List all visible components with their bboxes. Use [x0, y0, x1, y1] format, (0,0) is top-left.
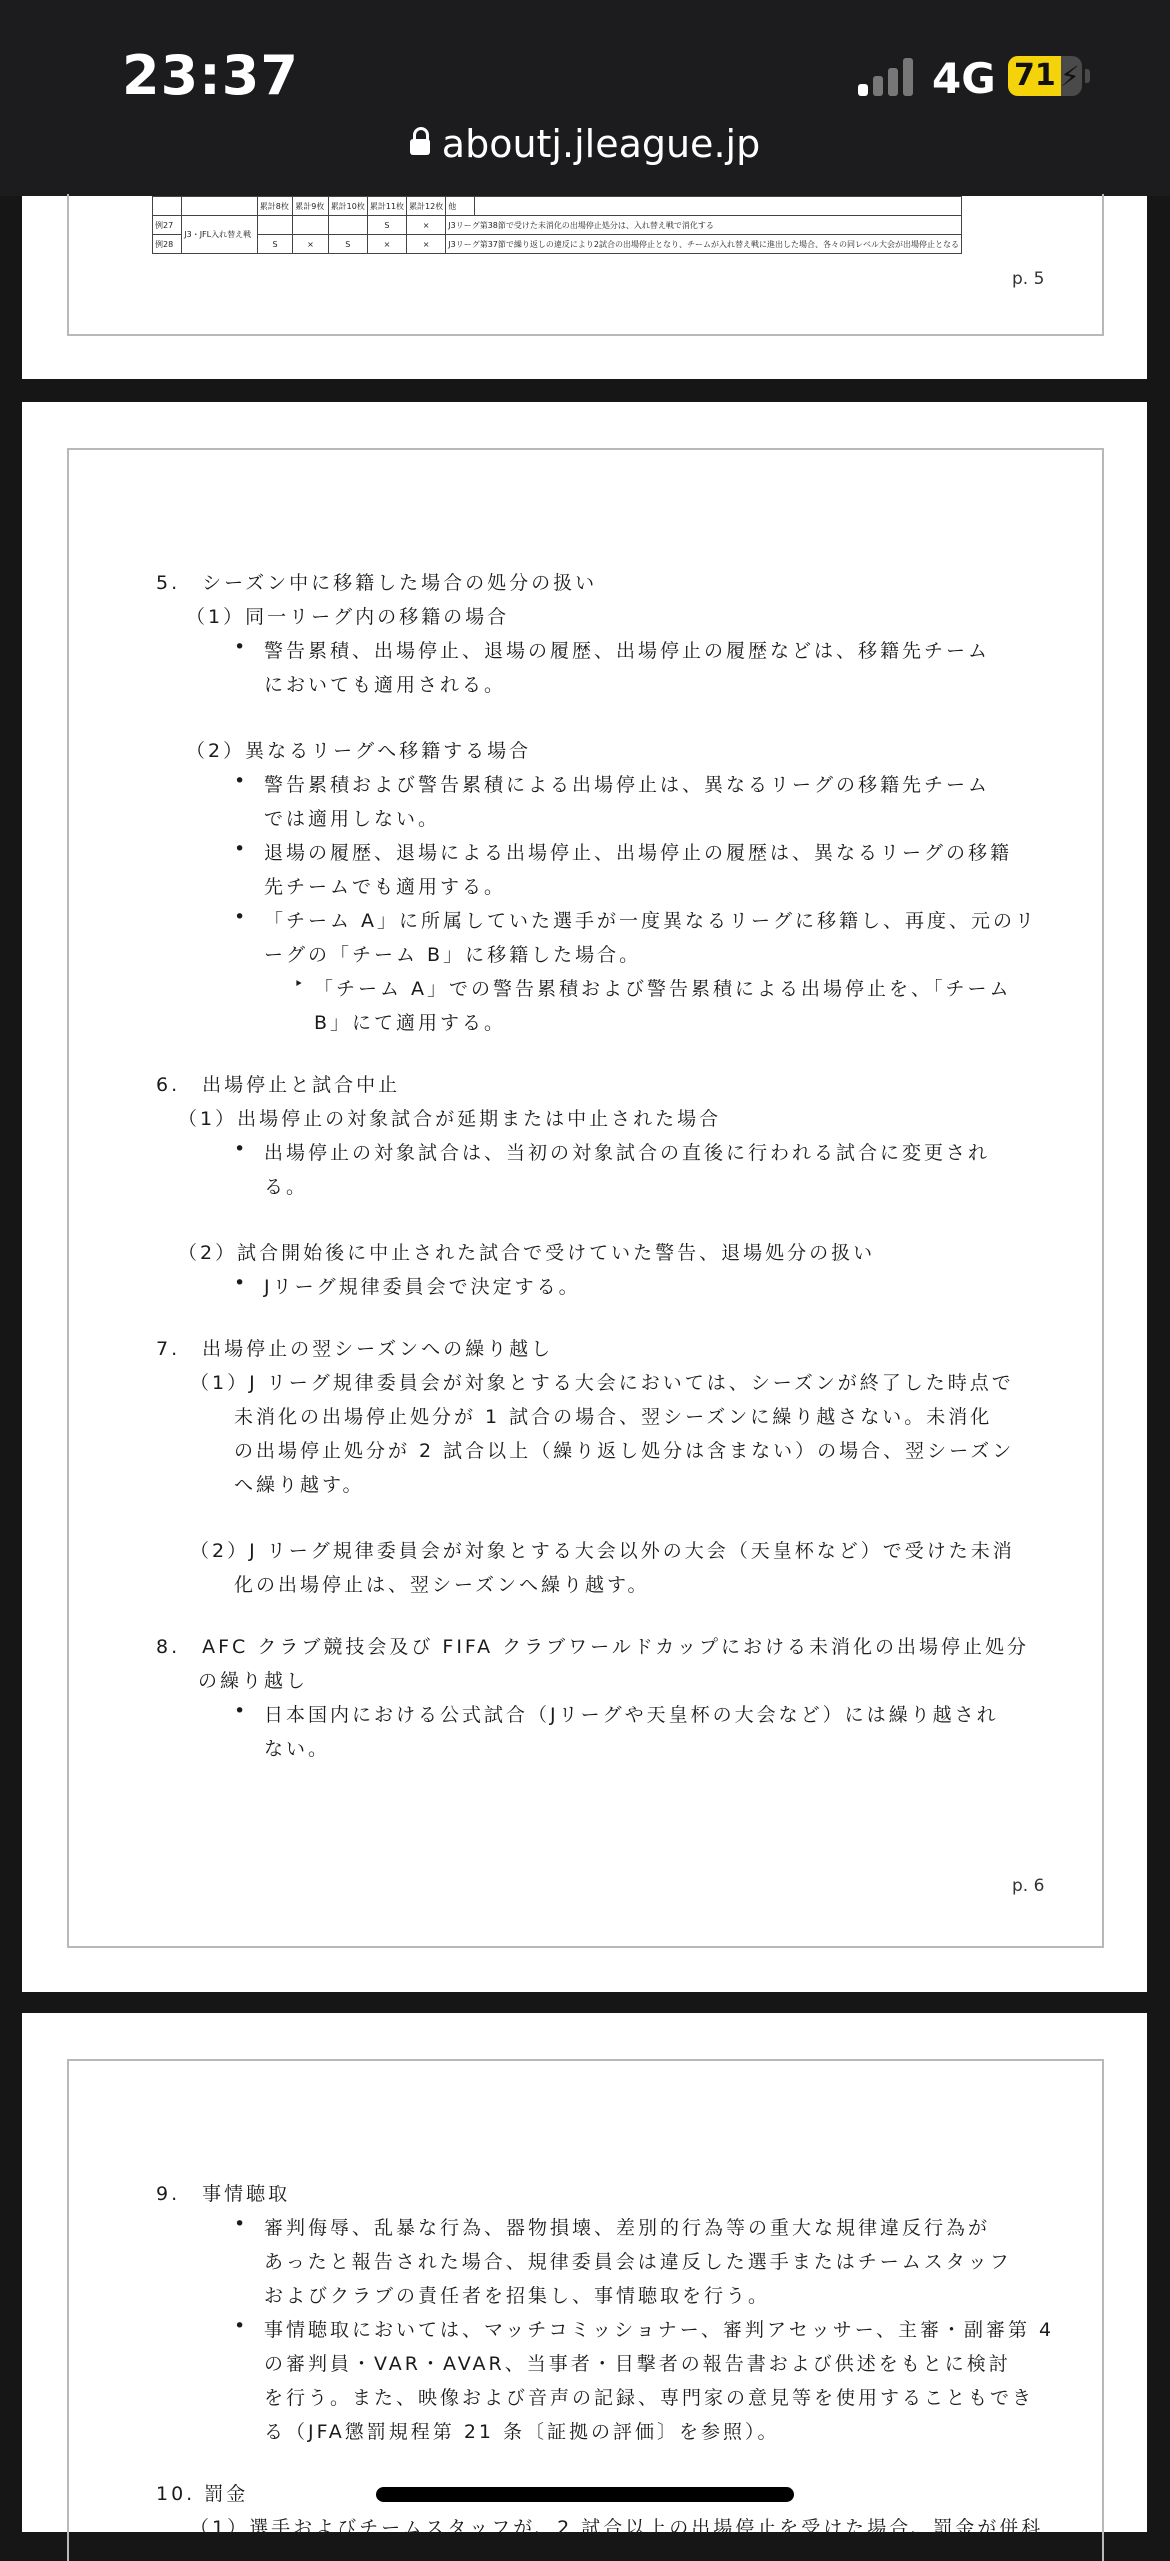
sub-bullet-item: ‣ 「チーム A」での警告累積および警告累積による出場停止を、「チーム [314, 974, 1012, 1001]
section-heading: 7. 出場停止の翌シーズンへの繰り越し [156, 1338, 554, 1360]
rules-table [152, 196, 962, 254]
bullet-item: • 事情聴取においては、マッチコミッショナー、審判アセッサー、主審・副審第 4 [264, 2315, 1054, 2342]
subsection-heading: （2）異なるリーグへ移籍する場合 [186, 740, 532, 762]
subsection-heading: （2）J リーグ規律委員会が対象とする大会以外の大会（天皇杯など）で受けた未消 [190, 1540, 1015, 1562]
home-indicator[interactable] [376, 2487, 794, 2502]
table-row: 例27 J3・JFL入れ替え戦 S × J3リーグ第38節で受けた未消化の出場停止処分は、入れ替え戦で消化する [153, 216, 962, 235]
text-line: ない。 [264, 1738, 331, 1760]
subsection-heading: （1）J リーグ規律委員会が対象とする大会においては、シーズンが終了した時点で [190, 1372, 1014, 1394]
cellular-signal-icon [858, 58, 914, 96]
text-line: 未消化の出場停止処分が 1 試合の場合、翌シーズンに繰り越さない。未消化 [234, 1406, 993, 1428]
bullet-item: • 警告累積、出場停止、退場の履歴、出場停止の履歴などは、移籍先チーム [264, 636, 990, 663]
section-heading: 9. 事情聴取 [156, 2183, 291, 2205]
text-line: 化の出場停止は、翌シーズンへ繰り越す。 [234, 1574, 650, 1596]
status-time: 23:37 [122, 44, 299, 107]
text-line: ーグの「チーム B」に移籍した場合。 [264, 944, 642, 966]
charging-bolt-icon: ⚡ [1060, 60, 1080, 93]
pdf-page-6 [22, 402, 1147, 1992]
bullet-item: • 「チーム A」に所属していた選手が一度異なるリーグに移籍し、再度、元のリ [264, 906, 1037, 933]
subsection-heading: （1）選手およびチームスタッフが、2 試合以上の出場停止を受けた場合、罰金が併科 [190, 2517, 1044, 2539]
lock-icon [410, 139, 430, 155]
text-line: 先チームでも適用する。 [264, 876, 507, 898]
text-line: の出場停止処分が 2 試合以上（繰り返し処分は含まない）の場合、翌シーズン [234, 1440, 1015, 1462]
battery-icon [1008, 56, 1092, 96]
text-line: においても適用される。 [264, 674, 507, 696]
page-number: p. 6 [1012, 1876, 1045, 1896]
section-heading: 5. シーズン中に移籍した場合の処分の扱い [156, 572, 598, 594]
battery-level: 71 [1014, 58, 1056, 93]
text-line: の繰り越し [198, 1670, 309, 1692]
bullet-item: • 出場停止の対象試合は、当初の対象試合の直後に行われる試合に変更され [264, 1138, 990, 1165]
table-row: 例28 S × S × × J3リーグ第37節で繰り返しの違反により2試合の出場停止となり、チームが入れ替え戦に進出した場合、各々の同レベル大会が出場停止となる [153, 235, 962, 254]
text-line: の審判員・VAR・AVAR、当事者・目撃者の報告書および供述をもとに検討 [264, 2353, 1011, 2375]
subsection-heading: （2）試合開始後に中止された試合で受けていた警告、退場処分の扱い [178, 1242, 876, 1264]
section-heading: 6. 出場停止と試合中止 [156, 1074, 401, 1096]
url-text: aboutj.jleague.jp [441, 122, 761, 166]
status-bar [0, 0, 1170, 196]
bullet-item: • 日本国内における公式試合（Jリーグや天皇杯の大会など）には繰り越され [264, 1700, 999, 1727]
bullet-item: • 審判侮辱、乱暴な行為、器物損壊、差別的行為等の重大な規律違反行為が [264, 2213, 990, 2240]
subsection-heading: （1）同一リーグ内の移籍の場合 [186, 606, 510, 628]
text-line: およびクラブの責任者を招集し、事情聴取を行う。 [264, 2285, 771, 2307]
text-line: あったと報告された場合、規律委員会は違反した選手またはチームスタッフ [264, 2251, 1012, 2273]
address-bar[interactable] [0, 122, 1170, 166]
text-line: る（JFA懲罰規程第 21 条〔証拠の評価〕を参照）。 [264, 2421, 780, 2443]
text-line: を行う。また、映像および音声の記録、専門家の意見等を使用することもでき [264, 2387, 1035, 2409]
section-heading: 8. AFC クラブ競技会及び FIFA クラブワールドカップにおける未消化の出場停止処分 [156, 1636, 1030, 1658]
network-type: 4G [932, 54, 996, 103]
text-line: る。 [264, 1176, 309, 1198]
bullet-item: • Jリーグ規律委員会で決定する。 [264, 1272, 581, 1299]
pdf-page-7 [22, 2013, 1147, 2539]
text-line: では適用しない。 [264, 808, 441, 830]
table-row: 累計8枚 累計9枚 累計10枚 累計11枚 累計12枚 他 [153, 197, 962, 216]
pdf-page-5 [22, 196, 1147, 379]
section-heading: 10. 罰金 [156, 2483, 249, 2505]
bullet-item: • 警告累積および警告累積による出場停止は、異なるリーグの移籍先チーム [264, 770, 990, 797]
text-line: へ繰り越す。 [234, 1474, 365, 1496]
page-number: p. 5 [1012, 269, 1045, 289]
bullet-item: • 退場の履歴、退場による出場停止、出場停止の履歴は、異なるリーグの移籍 [264, 838, 1012, 865]
text-line: B」にて適用する。 [314, 1012, 507, 1034]
subsection-heading: （1）出場停止の対象試合が延期または中止された場合 [178, 1108, 722, 1130]
